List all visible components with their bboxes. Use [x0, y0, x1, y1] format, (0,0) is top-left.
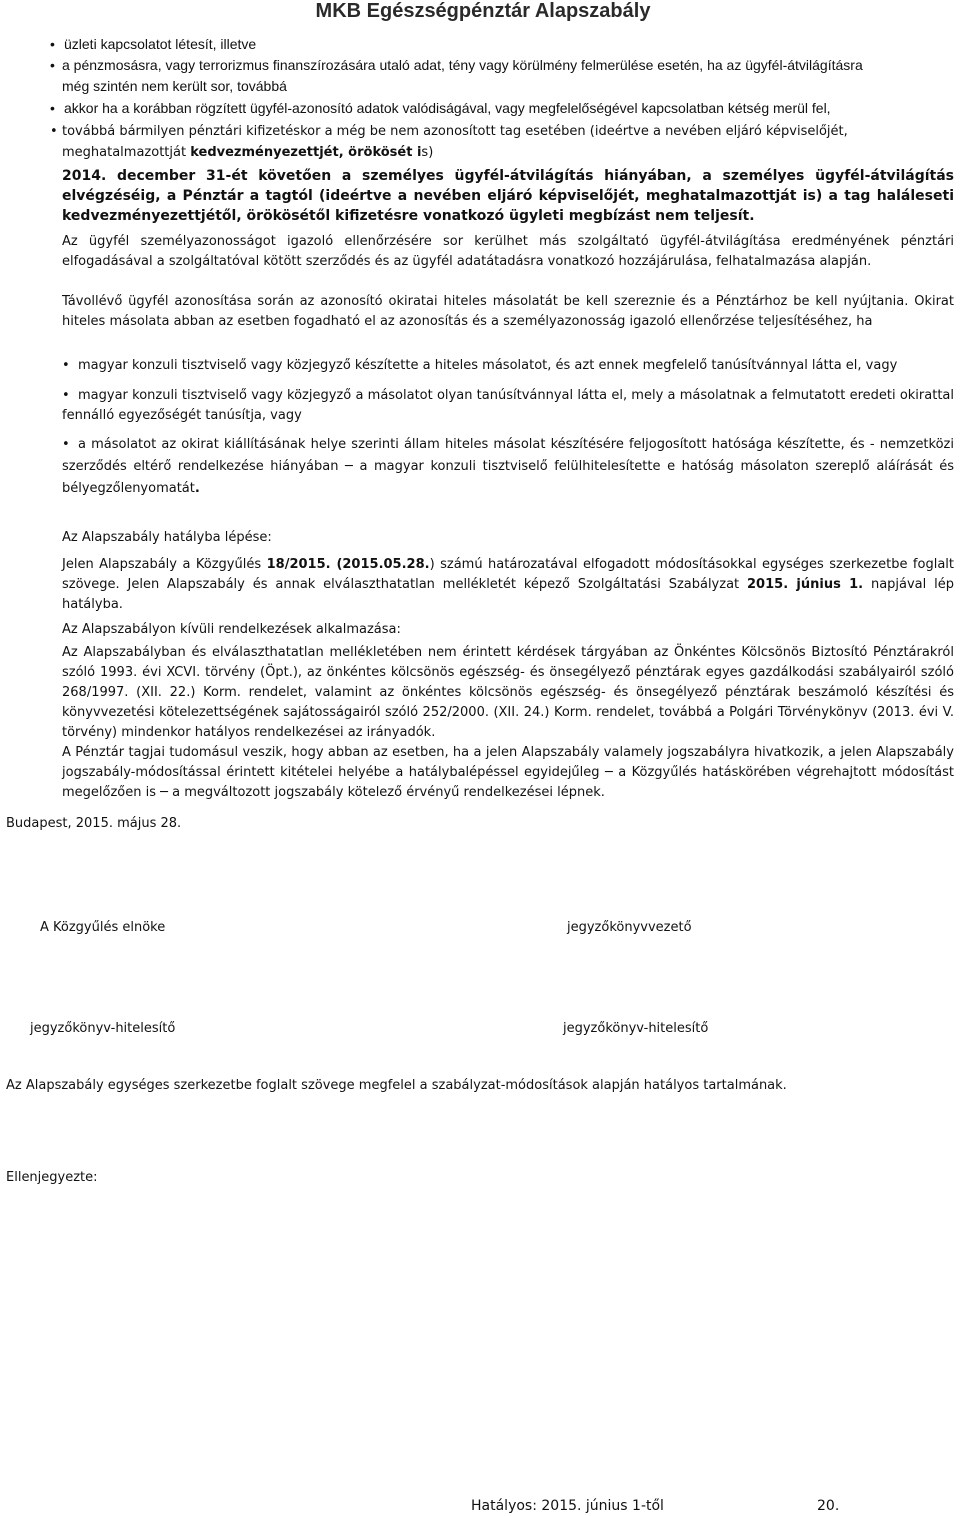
- signature-authenticator-2: jegyzőkönyv-hitelesítő: [563, 1021, 709, 1036]
- page-number: 20.: [817, 1498, 840, 1514]
- paragraph-remote: Távollévő ügyfél azonosítása során az azonosító okiratai hiteles másolatát be kell szereznie és a Pénztárhoz be kell nyújtania. Okirat hiteles másolata abban az esetben fogadható el az azonosítás és a személyazonosság igazoló ellenőrzése teljesítéséhez, ha: [62, 294, 954, 329]
- list-item: [62, 434, 954, 500]
- list-item-text: a másolatot az okirat kiállításának helye szerinti állam hiteles másolat készítésére feljogosított hatósága készítette, és - nemzetközi szerződés eltérő rendelkezése hiányában ─ a magyar konzuli tisztviselő felülhitelesítette e hatóság másolaton szereplő aláírását és bélyegzőlenyomatát: [62, 437, 954, 496]
- effective-date: 2015. június 1.: [747, 577, 864, 592]
- bullet-icon: •: [50, 100, 55, 116]
- list-item: [50, 34, 950, 55]
- bold-paragraph: 2014. december 31-ét követően a személyes ügyfél-átvilágítás hiányában, a személyes ügyfél-átvilágítás elvégzéséig, a Pénztár a tagtól (ideértve a nevében eljáró képviselőjét, meghatalmazottját is) a tag haláleseti kedvezményezettjétől, örökösétől kifizetésre vonatkozó ügyleti megbízást nem teljesít.: [62, 168, 954, 224]
- list-item: [50, 55, 890, 97]
- list-item: [50, 98, 950, 119]
- countersign-label: Ellenjegyezte:: [6, 1170, 98, 1185]
- page-title: MKB Egészségpénztár Alapszabály: [315, 0, 651, 22]
- effect-text: ) számú határozatával elfogadott módosításokkal egységes szerkezetbe foglalt szövege. Jelen Alapszabály és annak elválaszthatatlan mellékletét képező Szolgáltatási Szabályzat: [62, 557, 954, 592]
- list-item: [50, 121, 950, 163]
- statement: Az Alapszabály egységes szerkezetbe foglalt szövege megfelel a szabályzat-módosítások alapján hatályos tartalmának.: [6, 1078, 787, 1093]
- place-date: Budapest, 2015. május 28.: [6, 816, 182, 831]
- list-item: [62, 356, 954, 376]
- resolution-number: 18/2015. (2015.05.28.: [266, 557, 430, 572]
- bullet-icon: •: [50, 57, 55, 73]
- list-item-tail: .: [194, 481, 200, 496]
- signature-recorder: jegyzőkönyvvezető: [567, 920, 692, 935]
- signature-authenticator-1: jegyzőkönyv-hitelesítő: [30, 1021, 176, 1036]
- bullet-icon: •: [62, 388, 70, 403]
- list-item-text: akkor ha a korábban rögzített ügyfél-azonosító adatok valódiságával, vagy megfelelőségével kapcsolatban kétség merül fel,: [64, 100, 831, 116]
- bullet-icon: •: [62, 437, 70, 452]
- paragraph-members: A Pénztár tagjai tudomásul veszik, hogy abban az esetben, ha a jelen Alapszabály valamely jogszabályra hivatkozik, a jelen Alapszabály jogszabály-módosítással érintett kitételei helyébe a hatálybalépéssel egyidejűleg ─ a Közgyűlés hatáskörében végrehajtott módosítást megelőzően is ─ a megváltozott jogszabály kötelező érvényű rendelkezései lépnek.: [62, 745, 954, 800]
- bullet-icon: •: [50, 36, 55, 52]
- list-item-bold: kedvezményezettjét, örökösét i: [190, 145, 422, 160]
- paragraph-effect: [62, 555, 954, 615]
- list-item-text: üzleti kapcsolatot létesít, illetve: [64, 36, 257, 52]
- effect-text: napjával lép hatályba.: [62, 577, 954, 612]
- bullet-icon: •: [62, 358, 70, 373]
- list-item-tail: s): [421, 145, 434, 160]
- list-item-text: magyar konzuli tisztviselő vagy közjegyző készítette a hiteles másolatot, és azt ennek megfelelő tanúsítvánnyal látta el, vagy: [78, 358, 898, 373]
- paragraph-identity: Az ügyfél személyazonosságot igazoló ellenőrzésére sor kerülhet más szolgáltató ügyfél-átvilágítása eredményének pénztári elfogadásával a szolgáltatóval kötött szerződés és az ügyfél adatátadásra vonatkozó hozzájárulása, felhatalmazása alapján.: [62, 234, 954, 269]
- paragraph-outside: Az Alapszabályban és elválaszthatatlan mellékletében nem érintett kérdések tárgyában az Önkéntes Kölcsönös Biztosító Pénztárakról szóló 1993. évi XCVI. törvény (Öpt.), az önkéntes kölcsönös egészség- és önsegélyező pénztárak egyes gazdálkodási szabályairól szóló 268/1997. (XII. 22.) Korm. rendelet, valamint az önkéntes kölcsönös egészség- és önsegélyező pénztárak beszámoló készítési és könyvvezetési kötelezettségének sajátosságairól szóló 252/2000. (XII. 24.) Korm. rendelet, továbbá a Polgári Törvénykönyv (2013. évi V. törvény) mindenkor hatályos rendelkezései az irányadók.: [62, 645, 954, 740]
- list-item-text: a pénzmosásra, vagy terrorizmus finanszírozására utaló adat, tény vagy körülmény felmerülése esetén, ha az ügyfél-átvilágításra még szintén nem került sor, továbbá: [62, 57, 863, 94]
- footer-effective: Hatályos: 2015. június 1-től: [471, 1498, 664, 1514]
- effect-text: Jelen Alapszabály a Közgyűlés: [62, 557, 267, 572]
- effect-heading: Az Alapszabály hatályba lépése:: [62, 530, 272, 545]
- list-item-text: továbbá bármilyen pénztári kifizetéskor a még be nem azonosított tag esetében (ideértve a nevében eljáró képviselőjét, meghatalmazottját: [62, 124, 848, 160]
- outside-heading: Az Alapszabályon kívüli rendelkezések alkalmazása:: [62, 622, 401, 637]
- signature-chair: A Közgyűlés elnöke: [40, 920, 166, 935]
- list-item-text: magyar konzuli tisztviselő vagy közjegyző a másolatot olyan tanúsítvánnyal látta el, mely a másolatnak a felmutatott eredeti okirattal fennálló egyezőségét tanúsítja, vagy: [62, 388, 954, 423]
- bullet-icon: •: [50, 124, 58, 139]
- list-item: [62, 386, 954, 426]
